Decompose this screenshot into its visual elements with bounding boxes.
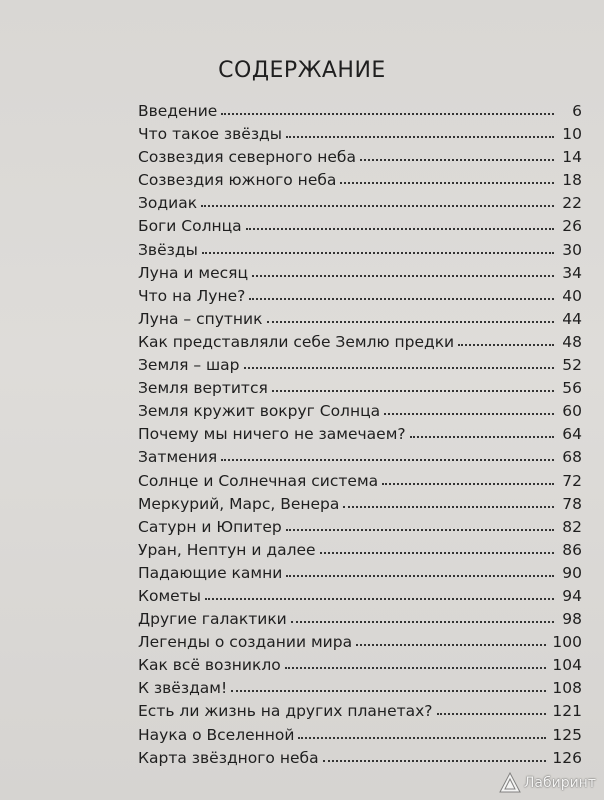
dot-leader	[410, 436, 554, 438]
toc-entry-page-number: 72	[562, 471, 582, 490]
toc-entry	[138, 377, 582, 400]
toc-entry-page-number: 90	[562, 563, 582, 582]
toc-entry	[138, 192, 582, 215]
dot-leader	[343, 506, 554, 508]
toc-entry-page-number: 121	[552, 702, 582, 721]
toc-entry	[138, 493, 582, 516]
toc-entry-page-number: 64	[562, 425, 582, 444]
toc-entry-title: Солнце и Солнечная система	[138, 471, 379, 490]
toc-entry-title: Что такое звёзды	[138, 125, 283, 144]
toc-entry	[138, 677, 582, 700]
dot-leader	[458, 344, 554, 346]
dot-leader	[244, 367, 554, 369]
toc-entry	[138, 700, 582, 723]
dot-leader	[360, 159, 554, 161]
dot-leader	[272, 390, 554, 392]
toc-entry-title: Земля – шар	[138, 356, 240, 375]
dot-leader	[356, 644, 546, 646]
toc-entry	[138, 539, 582, 562]
toc-entry-page-number: 18	[562, 171, 582, 190]
toc-entry	[138, 724, 582, 747]
toc-entry	[138, 354, 582, 377]
dot-leader	[384, 413, 554, 415]
toc-entry-page-number: 44	[562, 309, 582, 328]
toc-entry-page-number: 60	[562, 402, 582, 421]
toc-entry-title: Как всё возникло	[138, 656, 281, 675]
toc-entry	[138, 446, 582, 469]
toc-entry-page-number: 10	[562, 125, 582, 144]
dot-leader	[340, 182, 554, 184]
dot-leader	[323, 760, 547, 762]
toc-entry-title: Уран, Нептун и далее	[138, 540, 316, 559]
toc-entry-title: Падающие камни	[138, 563, 283, 582]
toc-entry-title: Зодиак	[138, 194, 198, 213]
dot-leader	[320, 552, 554, 554]
toc-entry-title: Затмения	[138, 448, 218, 467]
toc-entry	[138, 123, 582, 146]
toc-entry-title: Земля вертится	[138, 379, 268, 398]
toc-entry-page-number: 86	[562, 540, 582, 559]
toc-entry-page-number: 78	[562, 494, 582, 513]
toc-entry	[138, 516, 582, 539]
toc-entry	[138, 608, 582, 631]
toc-entry	[138, 146, 582, 169]
toc-entry-page-number: 100	[552, 633, 582, 652]
toc-entry	[138, 585, 582, 608]
toc-entry-page-number: 98	[562, 610, 582, 629]
toc-entry-page-number: 34	[562, 263, 582, 282]
toc-entry	[138, 169, 582, 192]
dot-leader	[382, 483, 554, 485]
toc-entry-page-number: 68	[562, 448, 582, 467]
toc-entry	[138, 747, 582, 770]
toc-entry	[138, 654, 582, 677]
toc-entry	[138, 400, 582, 423]
toc-entry-page-number: 48	[562, 332, 582, 351]
toc-entry-page-number: 125	[552, 725, 582, 744]
toc-entry-title: Наука о Вселенной	[138, 725, 295, 744]
toc-entry-page-number: 14	[562, 148, 582, 167]
toc-entry-title: Легенды о создании мира	[138, 633, 353, 652]
dot-leader	[231, 690, 546, 692]
table-of-contents	[138, 100, 582, 770]
toc-entry-title: К звёздам!	[138, 679, 228, 698]
toc-entry-title: Что на Луне?	[138, 286, 246, 305]
toc-entry	[138, 262, 582, 285]
toc-entry-page-number: 126	[552, 748, 582, 767]
dot-leader	[205, 598, 554, 600]
toc-entry-page-number: 6	[572, 102, 582, 120]
toc-entry-title: Другие галактики	[138, 610, 287, 629]
dot-leader	[285, 667, 547, 669]
dot-leader	[286, 529, 554, 531]
toc-entry-page-number: 26	[562, 217, 582, 236]
dot-leader	[246, 228, 554, 230]
dot-leader	[286, 575, 554, 577]
labyrinth-logo-icon	[499, 772, 521, 794]
toc-entry	[138, 631, 582, 654]
dot-leader	[267, 321, 555, 323]
toc-entry-title: Сатурн и Юпитер	[138, 517, 282, 536]
toc-entry-title: Земля кружит вокруг Солнца	[138, 402, 381, 421]
toc-entry-page-number: 52	[562, 356, 582, 375]
toc-entry	[138, 331, 582, 354]
dot-leader	[202, 252, 554, 254]
toc-entry-page-number: 108	[552, 679, 582, 698]
toc-entry-title: Кометы	[138, 586, 201, 605]
toc-entry	[138, 239, 582, 262]
toc-entry	[138, 423, 582, 446]
toc-entry-title: Почему мы ничего не замечаем?	[138, 425, 406, 444]
toc-entry-title: Луна и месяц	[138, 263, 249, 282]
dot-leader	[201, 205, 554, 207]
toc-entry-title: Как представляли себе Землю предки	[138, 332, 455, 351]
toc-entry-page-number: 56	[562, 379, 582, 398]
toc-entry-title: Карта звёздного неба	[138, 748, 319, 767]
toc-entry-title: Луна – спутник	[138, 309, 263, 328]
toc-entry	[138, 285, 582, 308]
toc-entry	[138, 215, 582, 238]
dot-leader	[291, 621, 554, 623]
toc-entry-title: Созвездия северного неба	[138, 148, 356, 167]
dot-leader	[221, 113, 554, 115]
toc-entry-page-number: 30	[562, 240, 582, 259]
dot-leader	[298, 737, 546, 739]
toc-entry-title: Звёзды	[138, 240, 198, 259]
dot-leader	[252, 275, 554, 277]
toc-entry	[138, 100, 582, 123]
toc-entry	[138, 470, 582, 493]
watermark	[499, 772, 596, 794]
watermark-text: Лабиринт	[523, 775, 596, 791]
toc-entry-title: Боги Солнца	[138, 217, 242, 236]
toc-entry-title: Созвездия южного неба	[138, 171, 337, 190]
dot-leader	[286, 136, 554, 138]
toc-entry-page-number: 22	[562, 194, 582, 213]
dot-leader	[249, 298, 554, 300]
toc-entry-page-number: 82	[562, 517, 582, 536]
toc-entry-title: Введение	[138, 102, 218, 120]
toc-entry-title: Есть ли жизнь на других планетах?	[138, 702, 433, 721]
dot-leader	[221, 459, 554, 461]
toc-entry	[138, 308, 582, 331]
toc-entry	[138, 562, 582, 585]
toc-entry-page-number: 40	[562, 286, 582, 305]
toc-entry-title: Меркурий, Марс, Венера	[138, 494, 340, 513]
page-title: СОДЕРЖАНИЕ	[218, 58, 386, 83]
toc-entry-page-number: 94	[562, 586, 582, 605]
dot-leader	[437, 713, 547, 715]
toc-entry-page-number: 104	[552, 656, 582, 675]
